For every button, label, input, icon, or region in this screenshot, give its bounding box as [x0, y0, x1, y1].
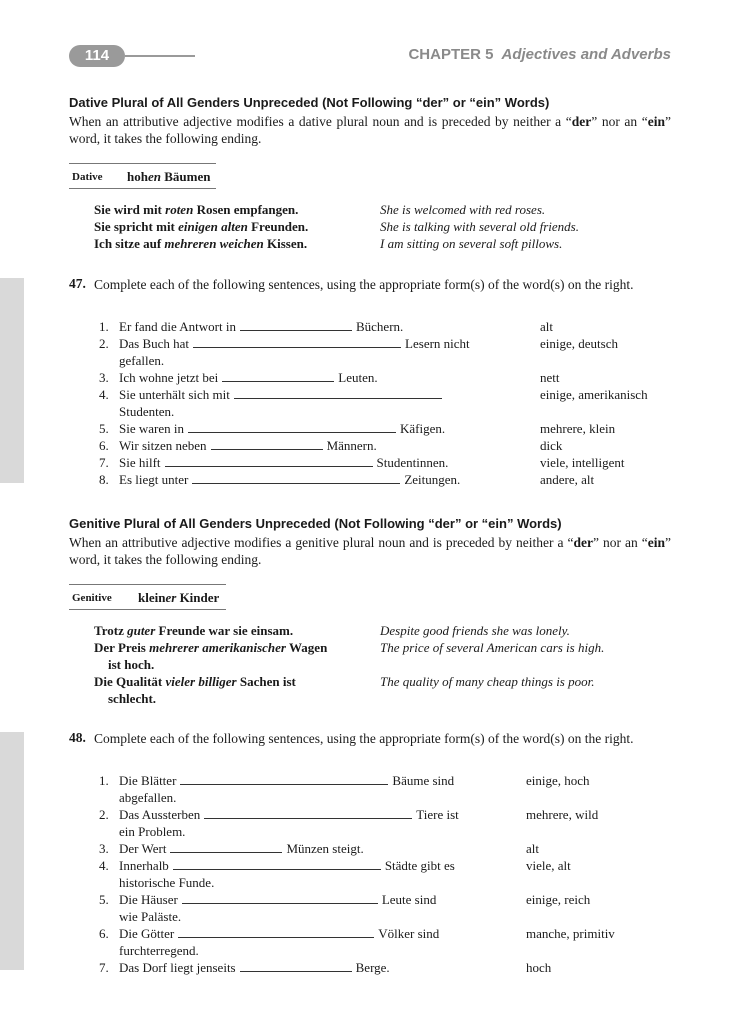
genitive-paragraph: When an attributive adjective modifies a genitive plural noun and is preceded by neither a “der” nor an “ein” word, it takes the following ending. [69, 535, 671, 567]
answer-blank[interactable] [180, 773, 388, 785]
genitive-example-de-3: Die Qualität vieler billiger Sachen ist schlecht. [94, 674, 296, 706]
exercise-48-item-2: 2. Das Aussterben Tiere ist ein Problem. [99, 807, 459, 839]
dative-example-de-2: Sie spricht mit einigen alten Freunden. [94, 219, 309, 234]
exercise-47-word-8: andere, alt [540, 472, 595, 487]
answer-blank[interactable] [178, 926, 374, 938]
table-top-rule [69, 584, 226, 585]
answer-blank[interactable] [165, 455, 373, 467]
exercise-48-word-2: mehrere, wild [526, 807, 599, 822]
exercise-48-instruction: Complete each of the following sentences, using the appropriate form(s) of the word(s) on the right. [94, 731, 634, 746]
answer-blank[interactable] [204, 807, 412, 819]
table-bottom-rule [69, 188, 216, 189]
exercise-48-item-4: 4. Innerhalb Städte gibt es historische Funde. [99, 858, 455, 890]
answer-blank[interactable] [170, 841, 282, 853]
answer-blank[interactable] [211, 438, 323, 450]
exercise-47-item-3: 3. Ich wohne jetzt bei Leuten. [99, 370, 378, 385]
exercise-48-item-1: 1. Die Blätter Bäume sind abgefallen. [99, 773, 455, 805]
chapter-title: Adjectives and Adverbs [501, 46, 671, 63]
dative-example-en-2: She is talking with several old friends. [380, 219, 579, 234]
answer-blank[interactable] [193, 336, 401, 348]
exercise-47-word-7: viele, intelligent [540, 455, 625, 470]
declined-form: kleiner Kinder [138, 590, 220, 605]
answer-blank[interactable] [182, 892, 378, 904]
side-tab-upper [0, 278, 24, 483]
side-tab-lower [0, 732, 24, 970]
exercise-48-word-5: einige, reich [526, 892, 591, 907]
answer-blank[interactable] [222, 370, 334, 382]
answer-blank[interactable] [240, 960, 352, 972]
running-header [69, 45, 671, 69]
exercise-48-number: 48. [69, 730, 86, 745]
answer-blank[interactable] [234, 387, 442, 399]
exercise-48-word-7: hoch [526, 960, 552, 975]
header-rule [125, 55, 195, 57]
chapter-heading [408, 46, 671, 63]
exercise-47-word-6: dick [540, 438, 563, 453]
exercise-47-word-4: einige, amerikanisch [540, 387, 648, 402]
answer-blank[interactable] [188, 421, 396, 433]
genitive-example-de-2: Der Preis mehrerer amerikanischer Wagen ist hoch. [94, 640, 328, 672]
dative-section-title: Dative Plural of All Genders Unpreceded (Not Following “der” or “ein” Words) [69, 95, 550, 110]
exercise-47-item-1: 1. Er fand die Antwort in Büchern. [99, 319, 404, 334]
dative-paragraph: When an attributive adjective modifies a dative plural noun and is preceded by neither a “der” nor an “ein” word, it takes the following ending. [69, 114, 671, 146]
exercise-47-item-5: 5. Sie waren in Käfigen. [99, 421, 446, 436]
exercise-47-number: 47. [69, 276, 86, 291]
exercise-47-item-7: 7. Sie hilft Studentinnen. [99, 455, 449, 470]
exercise-48-item-7: 7. Das Dorf liegt jenseits Berge. [99, 960, 390, 975]
dative-example-en-3: I am sitting on several soft pillows. [380, 236, 563, 251]
exercise-48-word-6: manche, primitiv [526, 926, 615, 941]
declined-form: hohen Bäumen [127, 169, 211, 184]
chapter-label: CHAPTER 5 [408, 46, 494, 63]
exercise-47-item-8: 8. Es liegt unter Zeitungen. [99, 472, 461, 487]
answer-blank[interactable] [192, 472, 400, 484]
exercise-47-word-5: mehrere, klein [540, 421, 616, 436]
answer-blank[interactable] [173, 858, 381, 870]
case-label: Dative [72, 171, 103, 183]
genitive-example-en-2: The price of several American cars is high. [380, 640, 605, 655]
exercise-47-word-3: nett [540, 370, 560, 385]
exercise-47-item-4: 4. Sie unterhält sich mit Studenten. [99, 386, 446, 420]
exercise-47-instruction: Complete each of the following sentences, using the appropriate form(s) of the word(s) on the right. [94, 277, 634, 292]
exercise-48-item-6: 6. Die Götter Völker sind furchterregend. [99, 926, 440, 958]
exercise-48-word-1: einige, hoch [526, 773, 590, 788]
answer-blank[interactable] [240, 319, 352, 331]
genitive-example-de-1: Trotz guter Freunde war sie einsam. [94, 623, 294, 638]
genitive-section-title: Genitive Plural of All Genders Unpreceded (Not Following “der” or “ein” Words) [69, 516, 562, 531]
exercise-47-word-1: alt [540, 319, 553, 334]
exercise-47-word-2: einige, deutsch [540, 336, 618, 351]
table-bottom-rule [69, 609, 226, 610]
case-label: Genitive [72, 592, 112, 604]
genitive-example-en-3: The quality of many cheap things is poor. [380, 674, 595, 689]
exercise-48-word-3: alt [526, 841, 539, 856]
exercise-48-word-4: viele, alt [526, 858, 571, 873]
table-top-rule [69, 163, 216, 164]
exercise-47-item-6: 6. Wir sitzen neben Männern. [99, 438, 377, 453]
exercise-48-item-3: 3. Der Wert Münzen steigt. [99, 841, 364, 856]
dative-example-de-1: Sie wird mit roten Rosen empfangen. [94, 202, 299, 217]
genitive-example-en-1: Despite good friends she was lonely. [380, 623, 570, 638]
dative-example-en-1: She is welcomed with red roses. [380, 202, 546, 217]
exercise-48-item-5: 5. Die Häuser Leute sind wie Paläste. [99, 892, 437, 924]
page-number: 114 [69, 45, 125, 67]
dative-example-de-3: Ich sitze auf mehreren weichen Kissen. [94, 236, 308, 251]
exercise-47-item-2: 2. Das Buch hat Lesern nicht gefallen. [99, 336, 470, 368]
